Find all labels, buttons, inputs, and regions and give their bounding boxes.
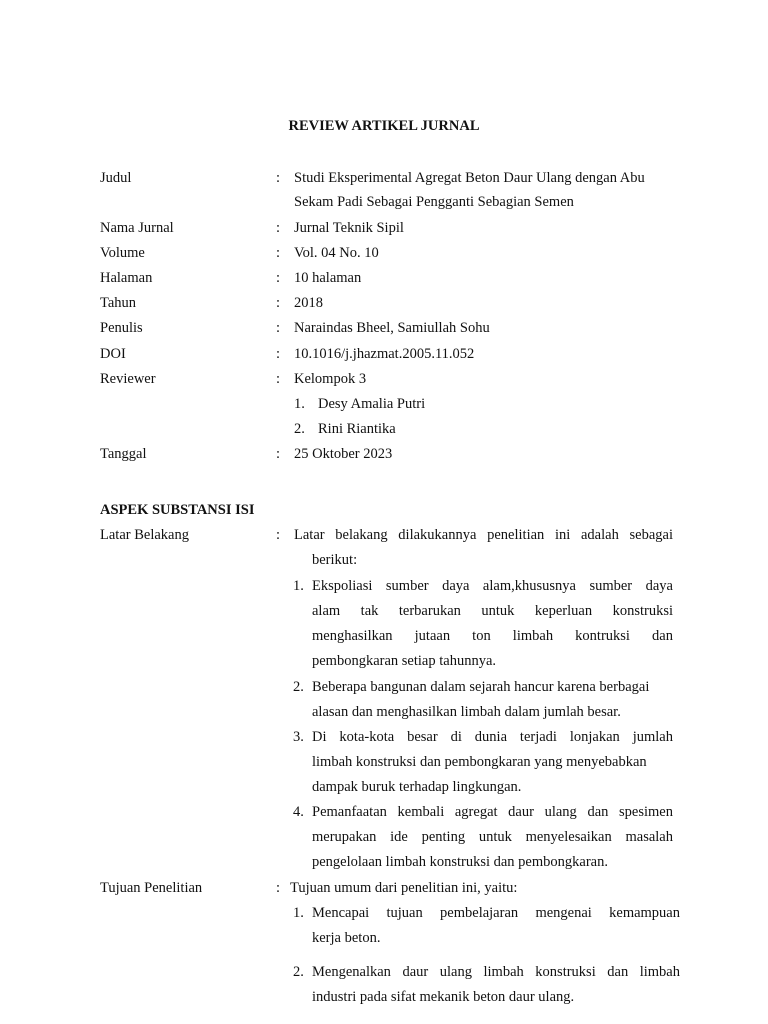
latar-belakang-colon: : bbox=[276, 527, 281, 543]
meta-value-judul-line1: Studi Eksperimental Agregat Beton Daur Ulang dengan Abu bbox=[294, 170, 645, 186]
list-item-line: Mencapai tujuan pembelajaran mengenai kemampuan bbox=[312, 905, 680, 921]
meta-label-nama-jurnal: Nama Jurnal bbox=[100, 220, 174, 236]
meta-label-halaman: Halaman bbox=[100, 270, 153, 286]
meta-value-judul-line2: Sekam Padi Sebagai Pengganti Sebagian Semen bbox=[294, 194, 574, 210]
meta-colon: : bbox=[276, 220, 281, 236]
list-item-number: 4. bbox=[293, 804, 304, 820]
list-item-line: limbah konstruksi dan pembongkaran yang menyebabkan bbox=[312, 754, 647, 770]
meta-colon: : bbox=[276, 170, 281, 186]
document-title: REVIEW ARTIKEL JURNAL bbox=[288, 118, 480, 134]
tujuan-label: Tujuan Penelitian bbox=[100, 880, 203, 896]
meta-label-tanggal: Tanggal bbox=[100, 446, 147, 462]
meta-value-doi: 10.1016/j.jhazmat.2005.11.052 bbox=[294, 346, 475, 362]
meta-value-volume: Vol. 04 No. 10 bbox=[294, 245, 379, 261]
list-item-line: pembongkaran setiap tahunnya. bbox=[312, 653, 497, 669]
meta-label-doi: DOI bbox=[100, 346, 126, 362]
meta-value-halaman: 10 halaman bbox=[294, 270, 362, 286]
reviewer-member-name: Rini Riantika bbox=[318, 421, 396, 437]
meta-colon: : bbox=[276, 270, 281, 286]
meta-value-nama-jurnal: Jurnal Teknik Sipil bbox=[294, 220, 404, 236]
meta-value-reviewer: Kelompok 3 bbox=[294, 371, 367, 387]
meta-colon: : bbox=[276, 320, 281, 336]
reviewer-member-number: 1. bbox=[294, 396, 305, 412]
meta-colon: : bbox=[276, 295, 281, 311]
meta-label-volume: Volume bbox=[100, 245, 145, 261]
meta-colon: : bbox=[276, 371, 281, 387]
meta-colon: : bbox=[276, 245, 281, 261]
list-item-line: alam tak terbarukan untuk keperluan konstruksi bbox=[312, 603, 673, 619]
meta-label-judul: Judul bbox=[100, 170, 132, 186]
meta-value-tanggal: 25 Oktober 2023 bbox=[294, 446, 393, 462]
meta-label-reviewer: Reviewer bbox=[100, 371, 156, 387]
meta-value-penulis: Naraindas Bheel, Samiullah Sohu bbox=[294, 320, 490, 336]
section-heading: ASPEK SUBSTANSI ISI bbox=[100, 502, 255, 518]
list-item-line: merupakan ide penting untuk menyelesaikan masalah bbox=[312, 829, 673, 845]
meta-colon: : bbox=[276, 446, 281, 462]
list-item-line: Beberapa bangunan dalam sejarah hancur karena berbagai bbox=[312, 679, 650, 695]
list-item-number: 1. bbox=[293, 578, 304, 594]
meta-label-penulis: Penulis bbox=[100, 320, 143, 336]
list-item-line: Mengenalkan daur ulang limbah konstruksi dan limbah bbox=[312, 964, 680, 980]
list-item-line: pengelolaan limbah konstruksi dan pembongkaran. bbox=[312, 854, 608, 870]
list-item-number: 3. bbox=[293, 729, 304, 745]
list-item-line: industri pada sifat mekanik beton daur ulang. bbox=[312, 989, 575, 1005]
list-item-line: kerja beton. bbox=[312, 930, 381, 946]
meta-colon: : bbox=[276, 346, 281, 362]
tujuan-colon: : bbox=[276, 880, 281, 896]
list-item-number: 2. bbox=[293, 964, 304, 980]
latar-belakang-label: Latar Belakang bbox=[100, 527, 189, 543]
list-item-line: menghasilkan jutaan ton limbah kontruksi dan bbox=[312, 628, 673, 644]
list-item-line: Ekspoliasi sumber daya alam,khususnya sumber daya bbox=[312, 578, 673, 594]
latar-belakang-intro-line2: berikut: bbox=[312, 552, 358, 568]
latar-belakang-intro-line1: Latar belakang dilakukannya penelitian ini adalah sebagai bbox=[294, 527, 673, 543]
list-item-line: Di kota-kota besar di dunia terjadi lonjakan jumlah bbox=[312, 729, 673, 745]
reviewer-member-number: 2. bbox=[294, 421, 305, 437]
list-item-line: dampak buruk terhadap lingkungan. bbox=[312, 779, 522, 795]
meta-label-tahun: Tahun bbox=[100, 295, 137, 311]
meta-value-tahun: 2018 bbox=[294, 295, 323, 311]
tujuan-intro: Tujuan umum dari penelitian ini, yaitu: bbox=[290, 880, 518, 896]
reviewer-member-name: Desy Amalia Putri bbox=[318, 396, 426, 412]
list-item-line: alasan dan menghasilkan limbah dalam jumlah besar. bbox=[312, 704, 621, 720]
list-item-number: 2. bbox=[293, 679, 304, 695]
list-item-number: 1. bbox=[293, 905, 304, 921]
list-item-line: Pemanfaatan kembali agregat daur ulang dan spesimen bbox=[312, 804, 673, 820]
